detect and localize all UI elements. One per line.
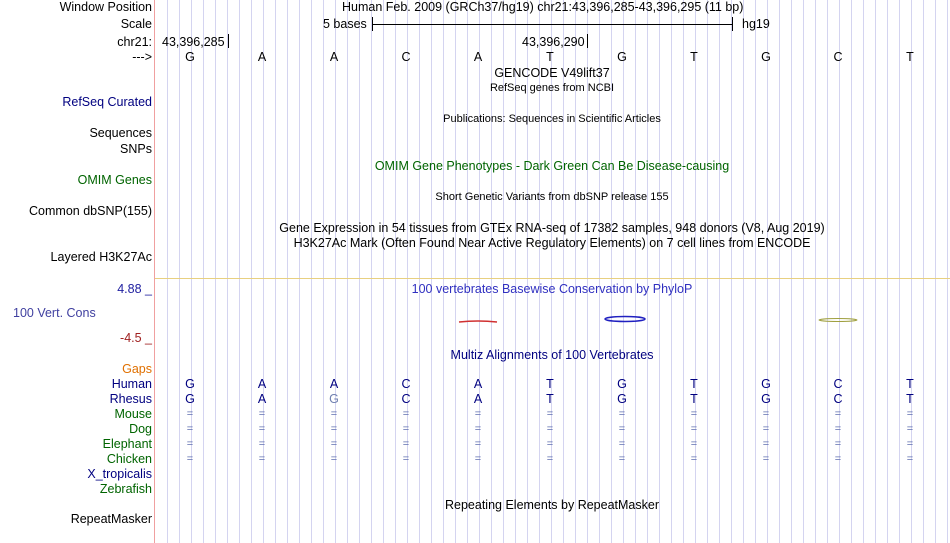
gaps-label[interactable]: Gaps (122, 362, 152, 376)
reference-base: C (833, 50, 843, 64)
alignment-base: = (618, 408, 626, 420)
scale-assembly: hg19 (742, 17, 770, 31)
alignment-base: T (690, 377, 698, 391)
alignment-base: = (762, 438, 770, 450)
omim-genes-label[interactable]: OMIM Genes (77, 173, 152, 187)
alignment-base: = (258, 423, 266, 435)
reference-base: C (401, 50, 411, 64)
alignment-base: = (618, 453, 626, 465)
alignment-base: = (186, 453, 194, 465)
alignment-base: = (834, 453, 842, 465)
phylop-max: 4.88 _ (117, 282, 152, 296)
alignment-base: G (761, 377, 771, 391)
phylop-track-title: 100 vertebrates Basewise Conservation by PhyloP (411, 282, 693, 296)
alignment-base: = (618, 423, 626, 435)
alignment-base: = (474, 438, 482, 450)
scale-text: 5 bases (323, 17, 367, 31)
reference-base: G (185, 50, 195, 64)
species-label-zebrafish[interactable]: Zebrafish (99, 482, 152, 496)
alignment-base: = (834, 438, 842, 450)
species-label-mouse[interactable]: Mouse (114, 407, 152, 421)
scale-label: Scale (120, 17, 152, 31)
reference-base: G (617, 50, 627, 64)
strand-label: ---> (132, 50, 152, 64)
alignment-base: = (330, 453, 338, 465)
alignment-base: T (690, 392, 698, 406)
alignment-base: = (474, 453, 482, 465)
alignment-base: = (402, 438, 410, 450)
gencode-track-title[interactable]: GENCODE V49lift37 (494, 66, 610, 80)
reference-base: A (329, 50, 339, 64)
alignment-base: = (474, 408, 482, 420)
alignment-base: = (690, 438, 698, 450)
alignment-base: = (258, 453, 266, 465)
reference-base: G (761, 50, 771, 64)
alignment-base: C (401, 392, 411, 406)
repeatmasker-track-title: Repeating Elements by RepeatMasker (444, 498, 660, 512)
alignment-base: T (546, 392, 554, 406)
alignment-base: A (473, 377, 483, 391)
alignment-base: = (906, 423, 914, 435)
alignment-base: = (402, 408, 410, 420)
alignment-base: = (690, 423, 698, 435)
pos-left: 43,396,285 (162, 35, 225, 49)
alignment-base: T (546, 377, 554, 391)
alignment-base: G (761, 392, 771, 406)
alignment-base: T (906, 392, 914, 406)
reference-base: T (690, 50, 698, 64)
pos-mid: 43,396,290 (522, 35, 585, 49)
reference-base: T (906, 50, 914, 64)
species-label-human[interactable]: Human (111, 377, 152, 391)
alignment-base: = (906, 438, 914, 450)
h3k27ac-track-title: H3K27Ac Mark (Often Found Near Active Regulatory Elements) on 7 cell lines from ENCODE (293, 236, 811, 250)
sequences-label[interactable]: Sequences (89, 126, 152, 140)
common-dbsnp-label[interactable]: Common dbSNP(155) (29, 204, 152, 218)
alignment-base: = (330, 438, 338, 450)
reference-base: T (546, 50, 554, 64)
alignment-base: C (401, 377, 411, 391)
alignment-base: = (906, 453, 914, 465)
chrom-label: chr21: (117, 35, 152, 49)
species-label-dog[interactable]: Dog (129, 422, 152, 436)
phylop-min: -4.5 _ (120, 331, 152, 345)
layered-h3k27ac-label[interactable]: Layered H3K27Ac (50, 250, 152, 264)
alignment-base: A (473, 392, 483, 406)
reference-base: A (257, 50, 267, 64)
alignment-base: = (546, 423, 554, 435)
alignment-base: G (185, 392, 195, 406)
alignment-base: G (617, 392, 627, 406)
species-label-x_tropicalis[interactable]: X_tropicalis (87, 467, 152, 481)
alignment-base: = (546, 408, 554, 420)
alignment-base: = (330, 408, 338, 420)
species-label-rhesus[interactable]: Rhesus (109, 392, 152, 406)
vert-cons-label[interactable]: 100 Vert. Cons (13, 306, 96, 320)
alignment-base: = (402, 453, 410, 465)
dbsnp-track-title: Short Genetic Variants from dbSNP release 155 (435, 191, 669, 203)
alignment-base: C (833, 392, 843, 406)
alignment-base: A (329, 377, 339, 391)
alignment-base: = (186, 438, 194, 450)
gtex-track-title: Gene Expression in 54 tissues from GTEx RNA-seq of 17382 samples, 948 donors (V8, Aug 2019) (279, 221, 825, 235)
alignment-base: = (762, 423, 770, 435)
phylop-mixed-mark (819, 319, 857, 322)
alignment-base: C (833, 377, 843, 391)
phylop-neg-mark (459, 321, 497, 322)
alignment-base: G (617, 377, 627, 391)
alignment-base: = (330, 423, 338, 435)
species-label-elephant[interactable]: Elephant (102, 437, 152, 451)
alignment-base: = (834, 408, 842, 420)
alignment-base: A (257, 377, 267, 391)
omim-track-title: OMIM Gene Phenotypes - Dark Green Can Be Disease-causing (374, 159, 730, 173)
window-position-label: Window Position (59, 0, 152, 14)
publications-track-title: Publications: Sequences in Scientific Articles (443, 113, 661, 125)
alignment-base: = (258, 438, 266, 450)
alignment-base: G (185, 377, 195, 391)
alignment-base: = (402, 423, 410, 435)
species-label-chicken[interactable]: Chicken (106, 452, 152, 466)
window-position-value: Human Feb. 2009 (GRCh37/hg19) chr21:43,396,285-43,396,295 (11 bp) (342, 0, 744, 14)
phylop-pos-mark (605, 317, 645, 322)
alignment-base: = (258, 408, 266, 420)
multiz-track-title: Multiz Alignments of 100 Vertebrates (450, 348, 654, 362)
alignment-base: = (906, 408, 914, 420)
alignment-base: A (257, 392, 267, 406)
repeatmasker-label[interactable]: RepeatMasker (70, 512, 152, 526)
alignment-base: T (906, 377, 914, 391)
alignment-base: = (474, 423, 482, 435)
alignment-base: = (546, 453, 554, 465)
alignment-base: = (834, 423, 842, 435)
alignment-base: = (762, 453, 770, 465)
alignment-base: = (690, 453, 698, 465)
alignment-base: = (546, 438, 554, 450)
snps-label[interactable]: SNPs (120, 142, 152, 156)
refseq-curated-label[interactable]: RefSeq Curated (62, 95, 152, 109)
alignment-base: = (186, 423, 194, 435)
alignment-base: = (186, 408, 194, 420)
refseq-track-desc: RefSeq genes from NCBI (489, 82, 615, 94)
alignment-base: G (329, 392, 339, 406)
alignment-base: = (690, 408, 698, 420)
reference-base: A (473, 50, 483, 64)
alignment-base: = (618, 438, 626, 450)
alignment-base: = (762, 408, 770, 420)
